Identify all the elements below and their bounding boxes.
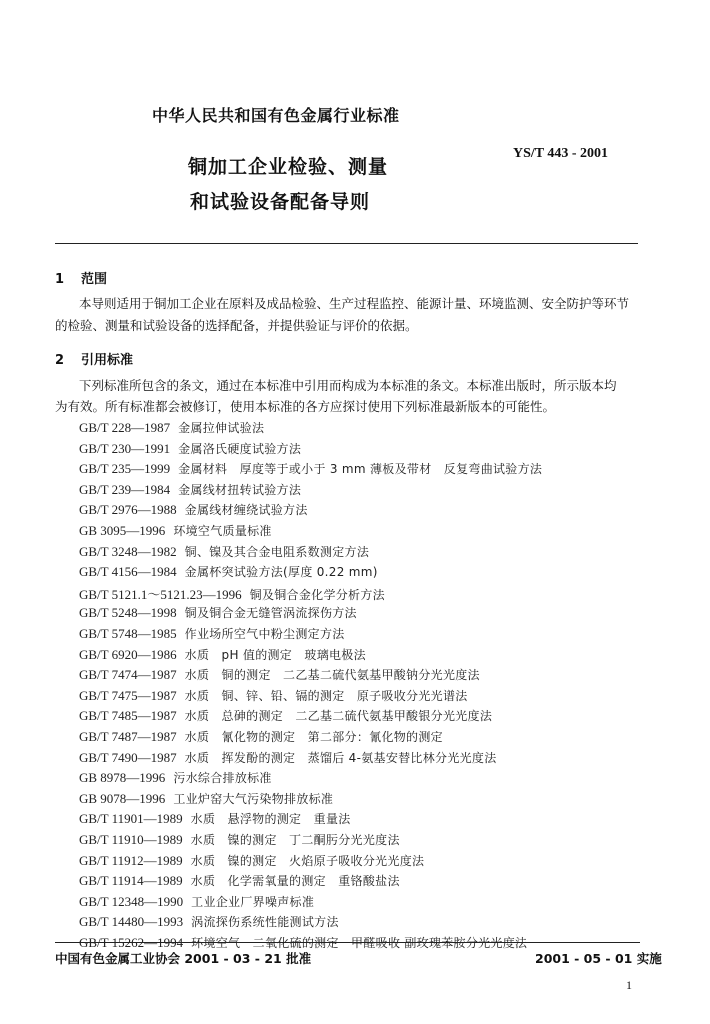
reference-title: 环境空气 二氧化硫的测定 甲醛吸收 副玫瑰苯胺分光光度法 xyxy=(191,936,528,950)
reference-item xyxy=(79,852,424,869)
standard-code: YS/T 443 - 2001 xyxy=(513,146,609,161)
reference-title: 水质 铜、锌、铅、镉的测定 原子吸收分光光谱法 xyxy=(184,688,468,703)
reference-code: GB/T 5248—1998 xyxy=(79,605,177,621)
reference-item xyxy=(79,687,468,704)
reference-title: 水质 氰化物的测定 第二部分：氰化物的测定 xyxy=(184,730,443,744)
reference-title: 水质 镍的测定 火焰原子吸收分光光度法 xyxy=(190,853,425,868)
reference-item xyxy=(79,769,272,786)
reference-code: GB/T 235—1999 xyxy=(79,461,171,477)
reference-code: GB/T 11912—1989 xyxy=(79,852,183,868)
reference-title: 水质 悬浮物的测定 重量法 xyxy=(190,812,351,827)
reference-code: GB/T 6920—1986 xyxy=(79,646,177,662)
reference-code: GB/T 7475—1987 xyxy=(79,687,177,703)
reference-code: GB/T 11901—1989 xyxy=(79,811,183,827)
reference-title: 水质 挥发酚的测定 蒸馏后 4-氨基安替比林分光光度法 xyxy=(184,750,497,765)
reference-code: GB/T 239—1984 xyxy=(79,481,171,497)
reference-code: GB/T 4156—1984 xyxy=(79,564,177,580)
reference-item xyxy=(79,419,264,436)
reference-code: GB/T 230—1991 xyxy=(79,440,171,456)
reference-item xyxy=(79,543,369,560)
reference-title: 水质 pH 值的测定 玻璃电极法 xyxy=(184,647,366,662)
reference-title: 作业场所空气中粉尘测定方法 xyxy=(184,627,345,641)
reference-item xyxy=(79,831,400,848)
reference-item xyxy=(79,501,308,518)
reference-code: GB/T 5121.1～5121.23—1996 xyxy=(79,586,242,602)
header-divider xyxy=(55,243,638,244)
section-1-para-line-2: 的检验、测量和试验设备的选择配备，并提供验证与评价的依据。 xyxy=(55,318,418,333)
reference-item xyxy=(79,913,339,930)
reference-item xyxy=(79,604,357,621)
section-2-heading xyxy=(55,349,133,368)
reference-title: 水质 镍的测定 丁二酮肟分光光度法 xyxy=(190,833,400,847)
reference-code: GB/T 7474—1987 xyxy=(79,667,177,683)
footer-divider xyxy=(55,942,640,943)
reference-title: 铜、镍及其合金电阻系数测定方法 xyxy=(184,544,370,559)
reference-code: GB 3095—1996 xyxy=(79,523,166,538)
reference-code: GB/T 3248—1982 xyxy=(79,543,177,559)
reference-title: 铜及铜合金化学分析方法 xyxy=(249,587,385,602)
reference-code: GB/T 11914—1989 xyxy=(79,873,183,889)
reference-code: GB/T 7487—1987 xyxy=(79,729,177,744)
reference-code: GB/T 2976—1988 xyxy=(79,502,177,518)
reference-title: 金属拉伸试验法 xyxy=(178,421,265,435)
reference-code: GB/T 228—1987 xyxy=(79,420,171,435)
reference-title: 工业炉窑大气污染物排放标准 xyxy=(173,791,334,806)
reference-item xyxy=(79,625,345,642)
reference-title: 金属线材扭转试验方法 xyxy=(178,482,302,497)
doc-title-line-2: 和试验设备配备导则 xyxy=(190,191,371,213)
section-1-heading xyxy=(55,268,107,287)
reference-item xyxy=(79,584,385,603)
reference-title: 环境空气质量标准 xyxy=(173,524,272,538)
reference-item xyxy=(79,481,301,498)
reference-item xyxy=(79,749,497,766)
doc-title-line-1: 铜加工企业检验、测量 xyxy=(188,156,389,178)
page-number: 1 xyxy=(626,978,632,992)
reference-item xyxy=(79,522,272,539)
reference-item xyxy=(79,728,443,745)
reference-code: GB 9078—1996 xyxy=(79,790,166,806)
reference-title: 水质 铜的测定 二乙基二硫代氨基甲酸钠分光光度法 xyxy=(184,668,480,683)
reference-title: 铜及铜合金无缝管涡流探伤方法 xyxy=(184,606,357,621)
reference-title: 水质 总砷的测定 二乙基二硫代氨基甲酸银分光光度法 xyxy=(184,709,493,724)
reference-item xyxy=(79,460,542,477)
reference-code: GB/T 5748—1985 xyxy=(79,626,177,641)
reference-item xyxy=(79,872,400,889)
reference-code: GB/T 14480—1993 xyxy=(79,914,184,930)
section-1-number: 1 xyxy=(55,272,65,287)
section-1-title: 范围 xyxy=(81,272,108,287)
reference-item xyxy=(79,893,314,910)
section-2-para-line-2: 为有效。所有标准都会被修订，使用本标准的各方应探讨使用下列标准最新版本的可能性。 xyxy=(55,399,556,414)
reference-title: 污水综合排放标准 xyxy=(173,771,272,786)
reference-item xyxy=(79,646,366,663)
reference-code: GB/T 15262—1994 xyxy=(79,935,184,950)
reference-item xyxy=(79,790,333,807)
section-2-para-line-1: 下列标准所包含的条文，通过在本标准中引用而构成为本标准的条文。本标准出版时，所示版本均 xyxy=(79,378,617,393)
reference-item xyxy=(79,563,378,580)
reference-title: 工业企业厂界噪声标准 xyxy=(191,894,315,909)
reference-item xyxy=(79,666,480,683)
reference-title: 金属杯突试验方法(厚度 0.22 mm) xyxy=(184,565,378,580)
section-1-para-line-1: 本导则适用于铜加工企业在原料及成品检验、生产过程监控、能源计量、环境监测、安全防护等环节 xyxy=(79,296,630,311)
reference-code: GB/T 11910—1989 xyxy=(79,832,183,847)
reference-title: 涡流探伤系统性能测试方法 xyxy=(191,915,339,930)
reference-code: GB 8978—1996 xyxy=(79,770,166,786)
reference-code: GB/T 7485—1987 xyxy=(79,708,177,724)
reference-title: 水质 化学需氧量的测定 重铬酸盐法 xyxy=(190,874,400,889)
issuing-org-heading: 中华人民共和国有色金属行业标准 xyxy=(152,106,400,125)
reference-item xyxy=(79,440,301,457)
reference-title: 金属洛氏硬度试验方法 xyxy=(178,441,302,456)
implementation-date: 2001 - 05 - 01 实施 xyxy=(535,951,662,966)
approval-line: 中国有色金属工业协会 2001 - 03 - 21 批准 xyxy=(55,951,312,966)
reference-item xyxy=(79,810,351,827)
reference-title: 金属线材缠绕试验方法 xyxy=(184,503,308,518)
section-2-number: 2 xyxy=(55,353,65,368)
section-2-title: 引用标准 xyxy=(81,353,134,368)
reference-code: GB/T 12348—1990 xyxy=(79,893,184,909)
reference-code: GB/T 7490—1987 xyxy=(79,749,177,765)
reference-title: 金属材料 厚度等于或小于 3 mm 薄板及带材 反复弯曲试验方法 xyxy=(178,462,543,477)
reference-item xyxy=(79,707,492,724)
